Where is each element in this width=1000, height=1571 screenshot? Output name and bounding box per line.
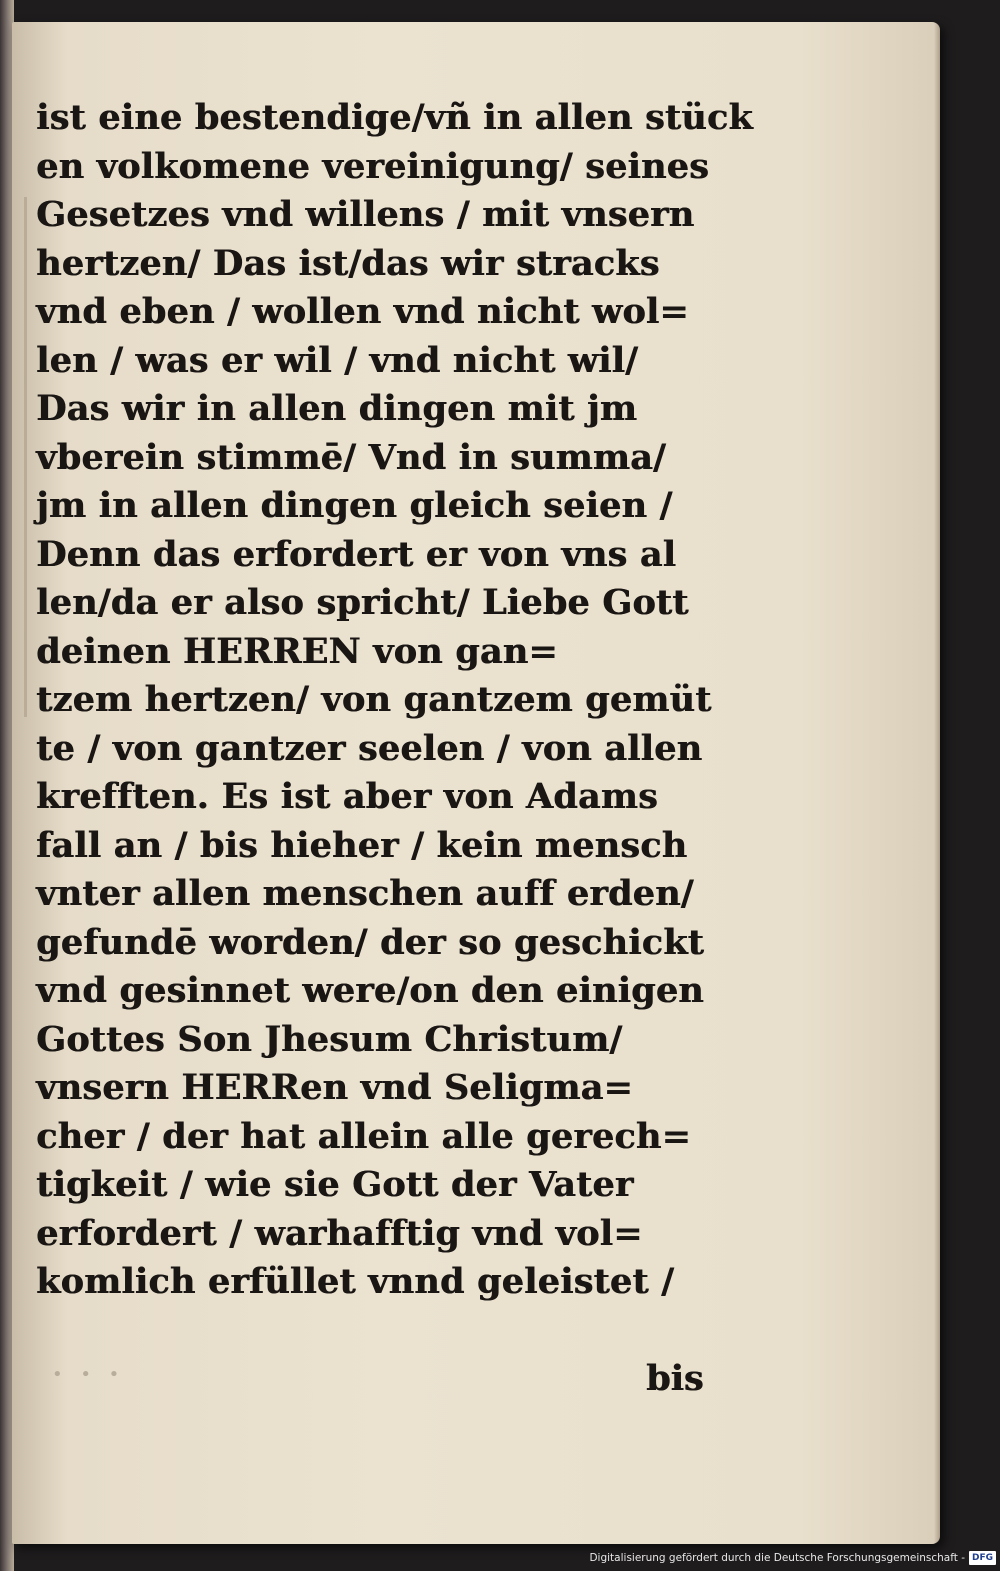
text-line: vnd eben / wollen vnd nicht wol= bbox=[36, 291, 689, 332]
text-line: krefften. Es ist aber von Adams bbox=[36, 776, 658, 817]
text-line: tigkeit / wie sie Gott der Vater bbox=[36, 1164, 634, 1205]
text-line: vnd gesinnet were/on den einigen bbox=[36, 970, 704, 1011]
dfg-logo-icon: DFG bbox=[969, 1551, 996, 1565]
text-line: komlich erfüllet vnnd geleistet / bbox=[36, 1261, 674, 1302]
book-page bbox=[12, 22, 940, 1544]
text-line: len / was er wil / vnd nicht wil/ bbox=[36, 339, 639, 381]
text-line: Gottes Son Jhesum Christum/ bbox=[36, 1018, 623, 1060]
text-line: vnter allen menschen auff erden/ bbox=[36, 873, 694, 914]
text-line: ist eine bestendige/vñ in allen stück bbox=[36, 97, 753, 138]
ink-smudge: • • • bbox=[52, 1364, 126, 1385]
text-line: vnsern HERRen vnd Seligma= bbox=[36, 1067, 633, 1108]
text-line: len/da er also spricht/ Liebe Gott bbox=[36, 582, 689, 623]
page-text-block bbox=[36, 94, 753, 1307]
text-line: erfordert / warhafftig vnd vol= bbox=[36, 1212, 643, 1254]
text-line: Das wir in allen dingen mit jm bbox=[36, 388, 638, 429]
text-line: hertzen/ Das ist/das wir stracks bbox=[36, 242, 660, 284]
text-line: Gesetzes vnd willens / mit vnsern bbox=[36, 194, 695, 235]
text-line: en volkomene vereinigung/ seines bbox=[36, 145, 709, 187]
catchword: bis bbox=[646, 1358, 704, 1399]
text-line: fall an / bis hieher / kein mensch bbox=[36, 824, 688, 866]
text-line: te / von gantzer seelen / von allen bbox=[36, 727, 703, 769]
text-line: gefundē worden/ der so geschickt bbox=[36, 921, 704, 963]
show-through-mark bbox=[24, 197, 27, 717]
text-line: deinen HERREN von gan= bbox=[36, 630, 558, 672]
text-line: tzem hertzen/ von gantzem gemüt bbox=[36, 679, 712, 720]
digitization-credit bbox=[589, 1549, 996, 1567]
text-line: cher / der hat allein alle gerech= bbox=[36, 1115, 691, 1157]
text-line: vberein stimmē/ Vnd in summa/ bbox=[36, 436, 666, 478]
text-line: jm in allen dingen gleich seien / bbox=[36, 485, 673, 526]
text-line: Denn das erfordert er von vns al bbox=[36, 533, 677, 575]
credit-text: Digitalisierung gefördert durch die Deutsche Forschungsgemeinschaft - bbox=[589, 1552, 965, 1564]
